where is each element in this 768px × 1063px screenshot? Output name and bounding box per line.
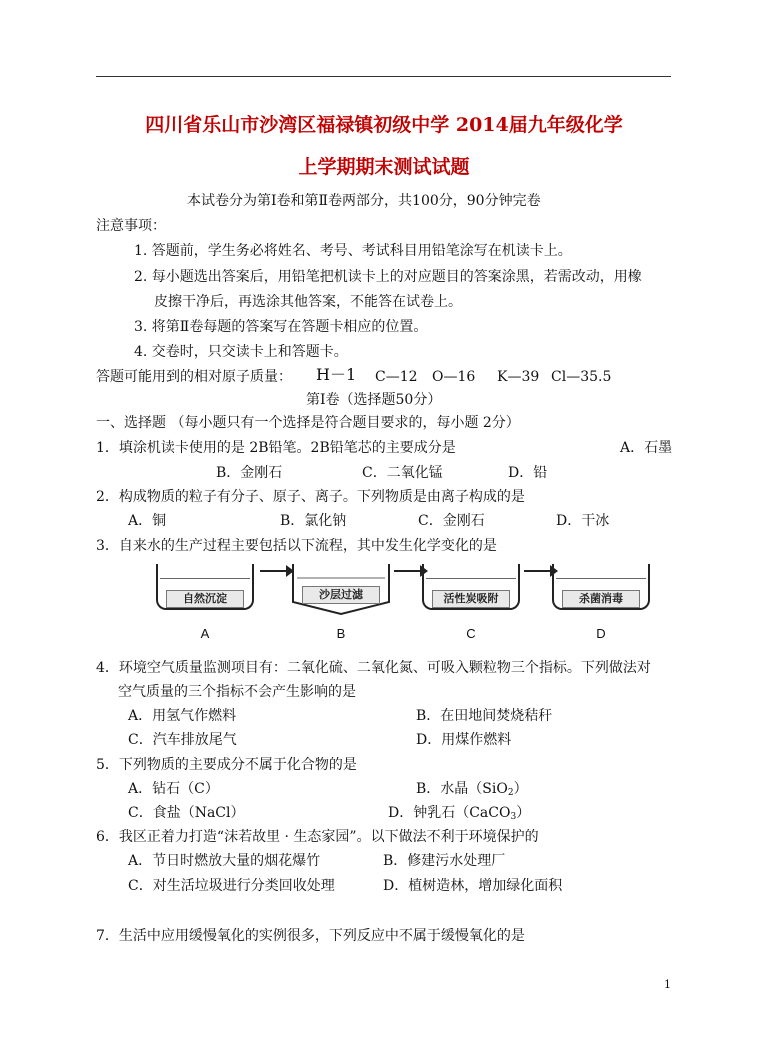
atomic-mass-h: H－1 [316,365,357,384]
q2-stem: 2．构成物质的粒子有分子、原子、离子。下列物质是由离子构成的是 [96,489,525,505]
notice-item-4: 4. 交卷时，只交读卡上和答题卡。 [134,344,348,360]
tank-activated-carbon [422,564,520,610]
q6-option-a: A．节日时燃放大量的烟花爆竹 [128,853,321,869]
page-number: 1 [664,978,671,991]
q1-option-c: C．二氧化锰 [362,465,443,481]
q5-option-a: A．钻石（C） [128,781,219,797]
tank-label-activated-carbon: 活性炭吸附 [432,590,510,608]
notice-item-3: 3. 将第Ⅱ卷每题的答案写在答题卡相应的位置。 [134,319,428,335]
section-1-heading: 第Ⅰ卷（选择题50分） [306,392,442,408]
q6-option-d: D．植树造林，增加绿化面积 [383,878,563,894]
q1-option-d: D．铅 [508,465,548,481]
exam-intro: 本试卷分为第Ⅰ卷和第Ⅱ卷两部分，共100分，90分钟完卷 [187,193,541,209]
notice-item-1: 1. 答题前，学生务必将姓名、考号、考试科目用铅笔涂写在机读卡上。 [134,243,572,259]
page-subtitle: 上学期期末测试试题 [298,156,470,178]
q5-option-c: C．食盐（NaCl） [128,805,245,821]
tank-disinfection [552,564,650,610]
atomic-mass-cl: Cl—35.5 [551,369,612,385]
q6-stem: 6．我区正着力打造“沫若故里 · 生态家园”。以下做法不利于环境保护的 [96,829,539,845]
figure-label-b: B [336,626,346,641]
q6-option-b: B．修建污水处理厂 [383,853,506,869]
atomic-mass-label: 答题可能用到的相对原子质量： [96,369,292,385]
notice-heading: 注意事项： [96,218,166,234]
atomic-mass-c: C—12 [375,369,418,385]
q3-stem: 3．自来水的生产过程主要包括以下流程，其中发生化学变化的是 [96,538,497,554]
q5-option-d: D．钟乳石（CaCO$_3$） [388,805,531,822]
q7-stem: 7．生活中应用缓慢氧化的实例很多，下列反应中不属于缓慢氧化的是 [96,928,525,944]
q4-option-b: B．在田地间焚烧秸秆 [416,708,553,724]
q2-option-a: A．铜 [128,513,167,529]
header-rule [96,76,671,77]
water-treatment-flow-diagram [156,560,623,644]
q1-stem: 1．填涂机读卡使用的是 2B铅笔。2B铅笔芯的主要成分是 [96,440,456,456]
q4-option-d: D．用煤作燃料 [416,732,512,748]
tank-sand-filtration [292,564,390,610]
q2-option-c: C．金刚石 [418,513,485,529]
figure-label-d: D [596,626,606,641]
q4-option-a: A．用氢气作燃料 [128,708,237,724]
notice-item-2-cont: 皮擦干净后，再选涂其他答案，不能答在试卷上。 [154,294,462,310]
tank-label-sand-filtration: 沙层过滤 [302,586,380,604]
figure-label-a: A [200,626,210,641]
tank-natural-settling [156,564,254,610]
q5-option-b: B．水晶（SiO$_2$） [416,781,528,798]
section-1-subheading: 一、选择题 （每小题只有一个选择是符合题目要求的，每小题 2分） [96,415,520,431]
flow-arrow-icon [260,570,292,572]
atomic-mass-k: K—39 [497,369,540,385]
q1-option-b: B．金刚石 [216,465,283,481]
q1-option-a: A．石墨 [620,440,673,456]
notice-item-2: 2. 每小题选出答案后，用铅笔把机读卡上的对应题目的答案涂黑，若需改动，用橡 [134,269,642,285]
atomic-mass-o: O—16 [432,369,476,385]
q4-option-c: C．汽车排放尾气 [128,732,237,748]
q4-stem-line2: 空气质量的三个指标不会产生影响的是 [118,684,356,700]
q2-option-d: D．干冰 [556,513,610,529]
q4-stem-line1: 4．环境空气质量监测项目有：二氧化硫、二氧化氮、可吸入颗粒物三个指标。下列做法对 [96,660,651,676]
q6-option-c: C．对生活垃圾进行分类回收处理 [128,878,335,894]
tank-label-natural-settling: 自然沉淀 [166,590,244,608]
tank-label-disinfection: 杀菌消毒 [562,590,640,608]
q2-option-b: B．氯化钠 [280,513,347,529]
q5-stem: 5．下列物质的主要成分不属于化合物的是 [96,757,357,773]
page-title: 四川省乐山市沙湾区福禄镇初级中学 2014届九年级化学 [145,114,623,136]
figure-label-c: C [466,626,476,641]
